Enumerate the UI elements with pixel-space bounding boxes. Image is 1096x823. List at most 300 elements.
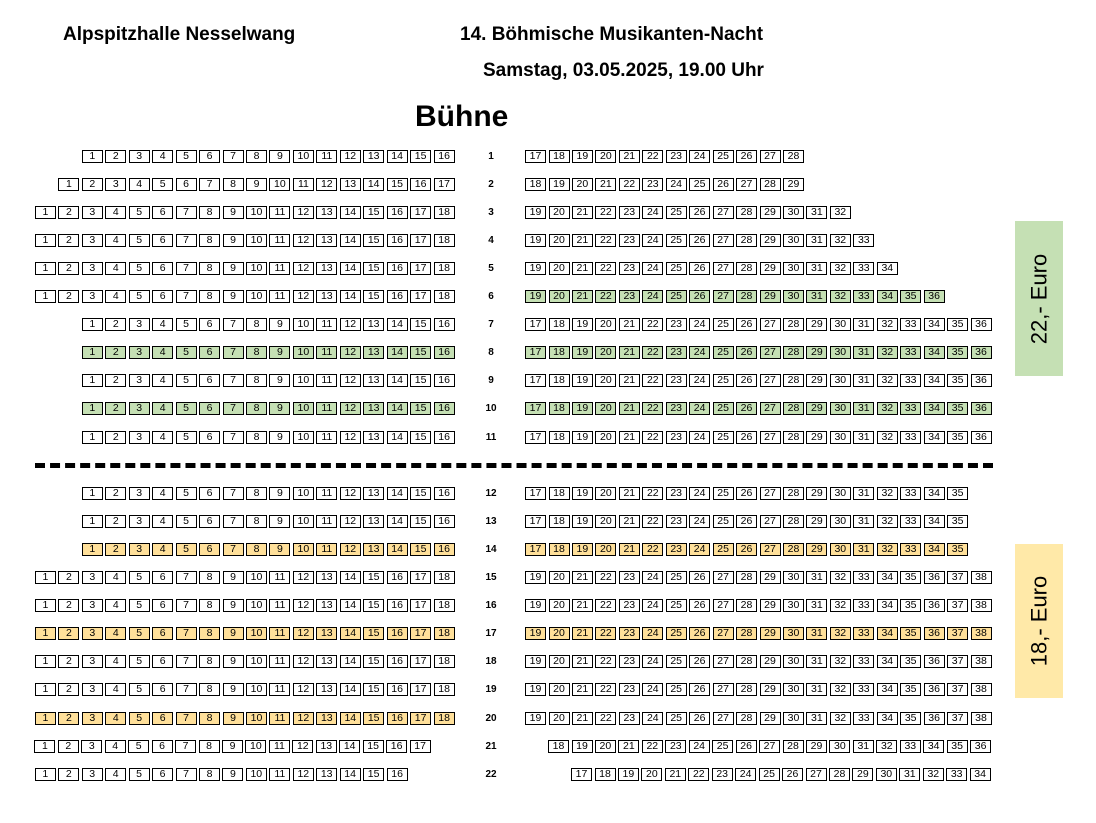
seat-row16-1[interactable]: 1	[35, 599, 56, 612]
seat-row9-35[interactable]: 35	[947, 374, 968, 387]
seat-row10-19[interactable]: 19	[572, 402, 593, 415]
seat-row12-28[interactable]: 28	[783, 487, 804, 500]
seat-row18-14[interactable]: 14	[340, 655, 361, 668]
seat-row9-13[interactable]: 13	[363, 374, 384, 387]
seat-row8-36[interactable]: 36	[971, 346, 992, 359]
seat-row13-35[interactable]: 35	[947, 515, 968, 528]
seat-row18-16[interactable]: 16	[387, 655, 408, 668]
seat-row15-26[interactable]: 26	[689, 571, 710, 584]
seat-row4-22[interactable]: 22	[595, 234, 616, 247]
seat-row4-27[interactable]: 27	[713, 234, 734, 247]
seat-row19-20[interactable]: 20	[549, 683, 570, 696]
seat-row7-33[interactable]: 33	[900, 318, 921, 331]
seat-row22-24[interactable]: 24	[735, 768, 756, 781]
seat-row17-37[interactable]: 37	[947, 627, 968, 640]
seat-row1-8[interactable]: 8	[246, 150, 267, 163]
seat-row21-13[interactable]: 13	[316, 740, 337, 753]
seat-row20-19[interactable]: 19	[525, 712, 546, 725]
seat-row13-3[interactable]: 3	[129, 515, 150, 528]
seat-row21-23[interactable]: 23	[665, 740, 686, 753]
seat-row5-19[interactable]: 19	[525, 262, 546, 275]
seat-row21-34[interactable]: 34	[923, 740, 944, 753]
seat-row17-30[interactable]: 30	[783, 627, 804, 640]
seat-row6-29[interactable]: 29	[760, 290, 781, 303]
seat-row2-2[interactable]: 2	[82, 178, 103, 191]
seat-row1-17[interactable]: 17	[525, 150, 546, 163]
seat-row18-38[interactable]: 38	[971, 655, 992, 668]
seat-row15-34[interactable]: 34	[877, 571, 898, 584]
seat-row1-19[interactable]: 19	[572, 150, 593, 163]
seat-row1-22[interactable]: 22	[642, 150, 663, 163]
seat-row13-15[interactable]: 15	[410, 515, 431, 528]
seat-row22-19[interactable]: 19	[618, 768, 639, 781]
seat-row16-20[interactable]: 20	[549, 599, 570, 612]
seat-row17-31[interactable]: 31	[806, 627, 827, 640]
seat-row7-7[interactable]: 7	[223, 318, 244, 331]
seat-row19-37[interactable]: 37	[947, 683, 968, 696]
seat-row11-32[interactable]: 32	[877, 431, 898, 444]
seat-row6-27[interactable]: 27	[713, 290, 734, 303]
seat-row13-16[interactable]: 16	[434, 515, 455, 528]
seat-row20-38[interactable]: 38	[971, 712, 992, 725]
seat-row5-2[interactable]: 2	[58, 262, 79, 275]
seat-row20-24[interactable]: 24	[642, 712, 663, 725]
seat-row10-4[interactable]: 4	[152, 402, 173, 415]
seat-row16-34[interactable]: 34	[877, 599, 898, 612]
seat-row20-32[interactable]: 32	[830, 712, 851, 725]
seat-row10-8[interactable]: 8	[246, 402, 267, 415]
seat-row15-31[interactable]: 31	[806, 571, 827, 584]
seat-row3-28[interactable]: 28	[736, 206, 757, 219]
seat-row22-16[interactable]: 16	[387, 768, 408, 781]
seat-row16-24[interactable]: 24	[642, 599, 663, 612]
seat-row17-9[interactable]: 9	[223, 627, 244, 640]
seat-row6-30[interactable]: 30	[783, 290, 804, 303]
seat-row8-30[interactable]: 30	[830, 346, 851, 359]
seat-row10-3[interactable]: 3	[129, 402, 150, 415]
seat-row6-7[interactable]: 7	[176, 290, 197, 303]
seat-row13-24[interactable]: 24	[689, 515, 710, 528]
seat-row15-17[interactable]: 17	[410, 571, 431, 584]
seat-row11-17[interactable]: 17	[525, 431, 546, 444]
seat-row12-25[interactable]: 25	[713, 487, 734, 500]
seat-row13-27[interactable]: 27	[760, 515, 781, 528]
seat-row18-29[interactable]: 29	[760, 655, 781, 668]
seat-row21-19[interactable]: 19	[572, 740, 593, 753]
seat-row8-33[interactable]: 33	[900, 346, 921, 359]
seat-row18-33[interactable]: 33	[853, 655, 874, 668]
seat-row15-23[interactable]: 23	[619, 571, 640, 584]
seat-row1-20[interactable]: 20	[595, 150, 616, 163]
seat-row6-9[interactable]: 9	[223, 290, 244, 303]
seat-row5-20[interactable]: 20	[549, 262, 570, 275]
seat-row4-10[interactable]: 10	[246, 234, 267, 247]
seat-row16-22[interactable]: 22	[595, 599, 616, 612]
seat-row11-28[interactable]: 28	[783, 431, 804, 444]
seat-row22-33[interactable]: 33	[946, 768, 967, 781]
seat-row9-33[interactable]: 33	[900, 374, 921, 387]
seat-row17-28[interactable]: 28	[736, 627, 757, 640]
seat-row8-8[interactable]: 8	[246, 346, 267, 359]
seat-row22-2[interactable]: 2	[58, 768, 79, 781]
seat-row17-19[interactable]: 19	[525, 627, 546, 640]
seat-row3-24[interactable]: 24	[642, 206, 663, 219]
seat-row2-10[interactable]: 10	[269, 178, 290, 191]
seat-row5-28[interactable]: 28	[736, 262, 757, 275]
seat-row2-7[interactable]: 7	[199, 178, 220, 191]
seat-row19-21[interactable]: 21	[572, 683, 593, 696]
seat-row15-8[interactable]: 8	[199, 571, 220, 584]
seat-row10-24[interactable]: 24	[689, 402, 710, 415]
seat-row17-12[interactable]: 12	[293, 627, 314, 640]
seat-row16-16[interactable]: 16	[387, 599, 408, 612]
seat-row2-27[interactable]: 27	[736, 178, 757, 191]
seat-row15-22[interactable]: 22	[595, 571, 616, 584]
seat-row14-4[interactable]: 4	[152, 543, 173, 556]
seat-row21-14[interactable]: 14	[339, 740, 360, 753]
seat-row2-21[interactable]: 21	[595, 178, 616, 191]
seat-row22-26[interactable]: 26	[782, 768, 803, 781]
seat-row22-4[interactable]: 4	[105, 768, 126, 781]
seat-row13-17[interactable]: 17	[525, 515, 546, 528]
seat-row19-8[interactable]: 8	[199, 683, 220, 696]
seat-row7-2[interactable]: 2	[105, 318, 126, 331]
seat-row4-31[interactable]: 31	[806, 234, 827, 247]
seat-row14-5[interactable]: 5	[176, 543, 197, 556]
seat-row16-33[interactable]: 33	[853, 599, 874, 612]
seat-row18-15[interactable]: 15	[363, 655, 384, 668]
seat-row5-31[interactable]: 31	[806, 262, 827, 275]
seat-row9-22[interactable]: 22	[642, 374, 663, 387]
seat-row12-21[interactable]: 21	[619, 487, 640, 500]
seat-row13-25[interactable]: 25	[713, 515, 734, 528]
seat-row13-34[interactable]: 34	[924, 515, 945, 528]
seat-row3-16[interactable]: 16	[387, 206, 408, 219]
seat-row7-16[interactable]: 16	[434, 318, 455, 331]
seat-row21-15[interactable]: 15	[363, 740, 384, 753]
seat-row14-1[interactable]: 1	[82, 543, 103, 556]
seat-row18-35[interactable]: 35	[900, 655, 921, 668]
seat-row6-8[interactable]: 8	[199, 290, 220, 303]
seat-row21-12[interactable]: 12	[292, 740, 313, 753]
seat-row8-17[interactable]: 17	[525, 346, 546, 359]
seat-row15-10[interactable]: 10	[246, 571, 267, 584]
seat-row8-28[interactable]: 28	[783, 346, 804, 359]
seat-row17-23[interactable]: 23	[619, 627, 640, 640]
seat-row17-5[interactable]: 5	[129, 627, 150, 640]
seat-row19-16[interactable]: 16	[387, 683, 408, 696]
seat-row15-5[interactable]: 5	[129, 571, 150, 584]
seat-row17-1[interactable]: 1	[35, 627, 56, 640]
seat-row10-29[interactable]: 29	[806, 402, 827, 415]
seat-row3-29[interactable]: 29	[760, 206, 781, 219]
seat-row13-2[interactable]: 2	[105, 515, 126, 528]
seat-row10-6[interactable]: 6	[199, 402, 220, 415]
seat-row6-32[interactable]: 32	[830, 290, 851, 303]
seat-row9-24[interactable]: 24	[689, 374, 710, 387]
seat-row15-32[interactable]: 32	[830, 571, 851, 584]
seat-row4-11[interactable]: 11	[269, 234, 290, 247]
seat-row8-34[interactable]: 34	[924, 346, 945, 359]
seat-row14-35[interactable]: 35	[947, 543, 968, 556]
seat-row7-4[interactable]: 4	[152, 318, 173, 331]
seat-row7-34[interactable]: 34	[924, 318, 945, 331]
seat-row9-9[interactable]: 9	[269, 374, 290, 387]
seat-row6-20[interactable]: 20	[549, 290, 570, 303]
seat-row22-29[interactable]: 29	[852, 768, 873, 781]
seat-row12-23[interactable]: 23	[666, 487, 687, 500]
seat-row12-16[interactable]: 16	[434, 487, 455, 500]
seat-row19-17[interactable]: 17	[410, 683, 431, 696]
seat-row20-11[interactable]: 11	[269, 712, 290, 725]
seat-row1-9[interactable]: 9	[269, 150, 290, 163]
seat-row18-7[interactable]: 7	[176, 655, 197, 668]
seat-row14-27[interactable]: 27	[760, 543, 781, 556]
seat-row8-32[interactable]: 32	[877, 346, 898, 359]
seat-row10-32[interactable]: 32	[877, 402, 898, 415]
seat-row13-30[interactable]: 30	[830, 515, 851, 528]
seat-row11-18[interactable]: 18	[549, 431, 570, 444]
seat-row4-14[interactable]: 14	[340, 234, 361, 247]
seat-row19-10[interactable]: 10	[246, 683, 267, 696]
seat-row12-30[interactable]: 30	[830, 487, 851, 500]
seat-row1-27[interactable]: 27	[760, 150, 781, 163]
seat-row5-6[interactable]: 6	[152, 262, 173, 275]
seat-row14-12[interactable]: 12	[340, 543, 361, 556]
seat-row2-29[interactable]: 29	[783, 178, 804, 191]
seat-row7-21[interactable]: 21	[619, 318, 640, 331]
seat-row19-34[interactable]: 34	[877, 683, 898, 696]
seat-row3-30[interactable]: 30	[783, 206, 804, 219]
seat-row1-15[interactable]: 15	[410, 150, 431, 163]
seat-row17-33[interactable]: 33	[853, 627, 874, 640]
seat-row20-29[interactable]: 29	[760, 712, 781, 725]
seat-row22-17[interactable]: 17	[571, 768, 592, 781]
seat-row5-3[interactable]: 3	[82, 262, 103, 275]
seat-row2-14[interactable]: 14	[363, 178, 384, 191]
seat-row19-36[interactable]: 36	[924, 683, 945, 696]
seat-row5-24[interactable]: 24	[642, 262, 663, 275]
seat-row1-13[interactable]: 13	[363, 150, 384, 163]
seat-row8-13[interactable]: 13	[363, 346, 384, 359]
seat-row4-2[interactable]: 2	[58, 234, 79, 247]
seat-row16-36[interactable]: 36	[924, 599, 945, 612]
seat-row22-31[interactable]: 31	[899, 768, 920, 781]
seat-row12-8[interactable]: 8	[246, 487, 267, 500]
seat-row6-33[interactable]: 33	[853, 290, 874, 303]
seat-row19-27[interactable]: 27	[713, 683, 734, 696]
seat-row6-13[interactable]: 13	[316, 290, 337, 303]
seat-row5-30[interactable]: 30	[783, 262, 804, 275]
seat-row4-24[interactable]: 24	[642, 234, 663, 247]
seat-row13-1[interactable]: 1	[82, 515, 103, 528]
seat-row3-19[interactable]: 19	[525, 206, 546, 219]
seat-row4-7[interactable]: 7	[176, 234, 197, 247]
seat-row7-14[interactable]: 14	[387, 318, 408, 331]
seat-row16-31[interactable]: 31	[806, 599, 827, 612]
seat-row19-15[interactable]: 15	[363, 683, 384, 696]
seat-row18-30[interactable]: 30	[783, 655, 804, 668]
seat-row18-37[interactable]: 37	[947, 655, 968, 668]
seat-row15-15[interactable]: 15	[363, 571, 384, 584]
seat-row8-15[interactable]: 15	[410, 346, 431, 359]
seat-row13-33[interactable]: 33	[900, 515, 921, 528]
seat-row18-6[interactable]: 6	[152, 655, 173, 668]
seat-row20-8[interactable]: 8	[199, 712, 220, 725]
seat-row3-26[interactable]: 26	[689, 206, 710, 219]
seat-row12-32[interactable]: 32	[877, 487, 898, 500]
seat-row21-18[interactable]: 18	[548, 740, 569, 753]
seat-row4-23[interactable]: 23	[619, 234, 640, 247]
seat-row22-34[interactable]: 34	[970, 768, 991, 781]
seat-row2-28[interactable]: 28	[760, 178, 781, 191]
seat-row11-22[interactable]: 22	[642, 431, 663, 444]
seat-row17-24[interactable]: 24	[642, 627, 663, 640]
seat-row17-38[interactable]: 38	[971, 627, 992, 640]
seat-row12-7[interactable]: 7	[223, 487, 244, 500]
seat-row17-2[interactable]: 2	[58, 627, 79, 640]
seat-row7-32[interactable]: 32	[877, 318, 898, 331]
seat-row17-21[interactable]: 21	[572, 627, 593, 640]
seat-row3-20[interactable]: 20	[549, 206, 570, 219]
seat-row13-7[interactable]: 7	[223, 515, 244, 528]
seat-row15-13[interactable]: 13	[316, 571, 337, 584]
seat-row20-34[interactable]: 34	[877, 712, 898, 725]
seat-row1-10[interactable]: 10	[293, 150, 314, 163]
seat-row5-17[interactable]: 17	[410, 262, 431, 275]
seat-row6-26[interactable]: 26	[689, 290, 710, 303]
seat-row7-19[interactable]: 19	[572, 318, 593, 331]
seat-row19-29[interactable]: 29	[760, 683, 781, 696]
seat-row5-8[interactable]: 8	[199, 262, 220, 275]
seat-row21-24[interactable]: 24	[689, 740, 710, 753]
seat-row12-24[interactable]: 24	[689, 487, 710, 500]
seat-row21-25[interactable]: 25	[712, 740, 733, 753]
seat-row9-27[interactable]: 27	[760, 374, 781, 387]
seat-row11-9[interactable]: 9	[269, 431, 290, 444]
seat-row8-9[interactable]: 9	[269, 346, 290, 359]
seat-row8-20[interactable]: 20	[595, 346, 616, 359]
seat-row1-24[interactable]: 24	[689, 150, 710, 163]
seat-row17-20[interactable]: 20	[549, 627, 570, 640]
seat-row21-2[interactable]: 2	[58, 740, 79, 753]
seat-row15-14[interactable]: 14	[340, 571, 361, 584]
seat-row5-27[interactable]: 27	[713, 262, 734, 275]
seat-row3-23[interactable]: 23	[619, 206, 640, 219]
seat-row19-19[interactable]: 19	[525, 683, 546, 696]
seat-row1-4[interactable]: 4	[152, 150, 173, 163]
seat-row22-23[interactable]: 23	[712, 768, 733, 781]
seat-row3-22[interactable]: 22	[595, 206, 616, 219]
seat-row18-3[interactable]: 3	[82, 655, 103, 668]
seat-row2-18[interactable]: 18	[525, 178, 546, 191]
seat-row2-16[interactable]: 16	[410, 178, 431, 191]
seat-row19-13[interactable]: 13	[316, 683, 337, 696]
seat-row3-10[interactable]: 10	[246, 206, 267, 219]
seat-row18-21[interactable]: 21	[572, 655, 593, 668]
seat-row16-21[interactable]: 21	[572, 599, 593, 612]
seat-row20-35[interactable]: 35	[900, 712, 921, 725]
seat-row2-25[interactable]: 25	[689, 178, 710, 191]
seat-row4-30[interactable]: 30	[783, 234, 804, 247]
seat-row21-30[interactable]: 30	[829, 740, 850, 753]
seat-row20-27[interactable]: 27	[713, 712, 734, 725]
seat-row21-28[interactable]: 28	[783, 740, 804, 753]
seat-row16-30[interactable]: 30	[783, 599, 804, 612]
seat-row18-1[interactable]: 1	[35, 655, 56, 668]
seat-row14-7[interactable]: 7	[223, 543, 244, 556]
seat-row10-15[interactable]: 15	[410, 402, 431, 415]
seat-row8-22[interactable]: 22	[642, 346, 663, 359]
seat-row13-26[interactable]: 26	[736, 515, 757, 528]
seat-row16-11[interactable]: 11	[269, 599, 290, 612]
seat-row16-9[interactable]: 9	[223, 599, 244, 612]
seat-row15-1[interactable]: 1	[35, 571, 56, 584]
seat-row15-7[interactable]: 7	[176, 571, 197, 584]
seat-row19-32[interactable]: 32	[830, 683, 851, 696]
seat-row22-13[interactable]: 13	[316, 768, 337, 781]
seat-row9-26[interactable]: 26	[736, 374, 757, 387]
seat-row15-24[interactable]: 24	[642, 571, 663, 584]
seat-row19-6[interactable]: 6	[152, 683, 173, 696]
seat-row14-18[interactable]: 18	[549, 543, 570, 556]
seat-row16-37[interactable]: 37	[947, 599, 968, 612]
seat-row21-22[interactable]: 22	[642, 740, 663, 753]
seat-row22-18[interactable]: 18	[595, 768, 616, 781]
seat-row13-18[interactable]: 18	[549, 515, 570, 528]
seat-row21-10[interactable]: 10	[245, 740, 266, 753]
seat-row14-25[interactable]: 25	[713, 543, 734, 556]
seat-row7-26[interactable]: 26	[736, 318, 757, 331]
seat-row12-18[interactable]: 18	[549, 487, 570, 500]
seat-row4-17[interactable]: 17	[410, 234, 431, 247]
seat-row10-2[interactable]: 2	[105, 402, 126, 415]
seat-row22-8[interactable]: 8	[199, 768, 220, 781]
seat-row2-5[interactable]: 5	[152, 178, 173, 191]
seat-row6-11[interactable]: 11	[269, 290, 290, 303]
seat-row16-12[interactable]: 12	[293, 599, 314, 612]
seat-row20-26[interactable]: 26	[689, 712, 710, 725]
seat-row7-10[interactable]: 10	[293, 318, 314, 331]
seat-row9-17[interactable]: 17	[525, 374, 546, 387]
seat-row16-38[interactable]: 38	[971, 599, 992, 612]
seat-row10-35[interactable]: 35	[947, 402, 968, 415]
seat-row6-28[interactable]: 28	[736, 290, 757, 303]
seat-row12-2[interactable]: 2	[105, 487, 126, 500]
seat-row19-31[interactable]: 31	[806, 683, 827, 696]
seat-row3-11[interactable]: 11	[269, 206, 290, 219]
seat-row11-35[interactable]: 35	[947, 431, 968, 444]
seat-row8-19[interactable]: 19	[572, 346, 593, 359]
seat-row3-8[interactable]: 8	[199, 206, 220, 219]
seat-row5-29[interactable]: 29	[760, 262, 781, 275]
seat-row7-20[interactable]: 20	[595, 318, 616, 331]
seat-row14-19[interactable]: 19	[572, 543, 593, 556]
seat-row19-22[interactable]: 22	[595, 683, 616, 696]
seat-row18-2[interactable]: 2	[58, 655, 79, 668]
seat-row16-35[interactable]: 35	[900, 599, 921, 612]
seat-row12-33[interactable]: 33	[900, 487, 921, 500]
seat-row18-11[interactable]: 11	[269, 655, 290, 668]
seat-row9-10[interactable]: 10	[293, 374, 314, 387]
seat-row9-5[interactable]: 5	[176, 374, 197, 387]
seat-row5-12[interactable]: 12	[293, 262, 314, 275]
seat-row18-26[interactable]: 26	[689, 655, 710, 668]
seat-row8-29[interactable]: 29	[806, 346, 827, 359]
seat-row8-23[interactable]: 23	[666, 346, 687, 359]
seat-row11-33[interactable]: 33	[900, 431, 921, 444]
seat-row12-20[interactable]: 20	[595, 487, 616, 500]
